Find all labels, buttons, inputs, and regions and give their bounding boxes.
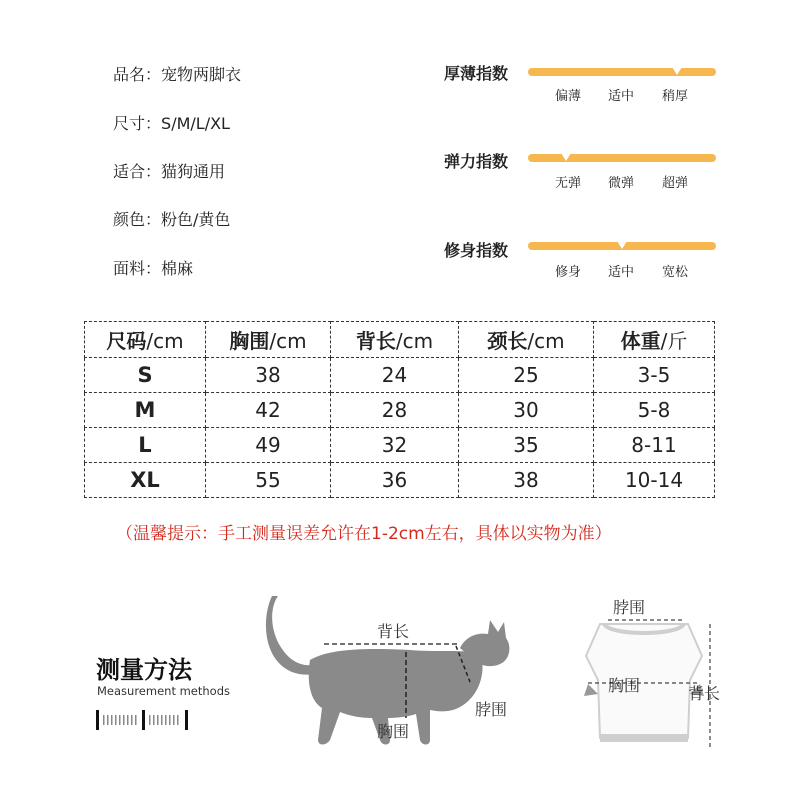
- method-subtitle: Measurement methods: [97, 684, 231, 698]
- scale-option: 稍厚: [661, 89, 689, 104]
- table-cell: M: [85, 393, 206, 428]
- scale-title: 弹力指数: [444, 152, 509, 171]
- scale-bar: [528, 148, 716, 168]
- table-header-row: [85, 322, 715, 358]
- header-chest: 胸围/cm: [206, 322, 331, 358]
- scale-option: 修身: [554, 265, 582, 280]
- cat-chest-label: 胸围: [377, 722, 410, 741]
- table-cell: 5-8: [594, 393, 715, 428]
- scale-title: 厚薄指数: [444, 64, 509, 83]
- table-row: [85, 358, 715, 393]
- info-fit: 适合：猫狗通用: [113, 162, 226, 181]
- table-cell: 38: [206, 358, 331, 393]
- header-neck: 颈长/cm: [459, 322, 594, 358]
- table-cell: XL: [85, 463, 206, 498]
- header-size: 尺码/cm: [85, 322, 206, 358]
- table-cell: 28: [331, 393, 459, 428]
- table-cell: S: [85, 358, 206, 393]
- scale-option: 适中: [607, 89, 635, 104]
- cat-neck-label: 脖围: [475, 700, 508, 719]
- method-title: 测量方法: [96, 656, 192, 684]
- table-cell: 38: [459, 463, 594, 498]
- scale-option: 超弹: [661, 176, 689, 191]
- scale-bar: [528, 62, 716, 82]
- info-name: 品名：宠物两脚衣: [113, 65, 242, 84]
- garment-chest-label: 胸围: [608, 676, 641, 695]
- table-cell: 35: [459, 428, 594, 463]
- size-table: [84, 321, 715, 498]
- table-cell: 49: [206, 428, 331, 463]
- scale-title: 修身指数: [444, 241, 509, 260]
- scale-option: 适中: [607, 265, 635, 280]
- info-size: 尺寸：S/M/L/XL: [113, 114, 230, 133]
- table-cell: 8-11: [594, 428, 715, 463]
- garment-icon: [586, 624, 702, 738]
- table-cell: 24: [331, 358, 459, 393]
- table-cell: 36: [331, 463, 459, 498]
- scale-bar: [528, 236, 716, 256]
- cat-back-label: 背长: [377, 622, 410, 641]
- table-row: [85, 463, 715, 498]
- info-fabric: 面料：棉麻: [113, 259, 194, 278]
- info-color: 颜色：粉色/黄色: [113, 210, 231, 229]
- table-cell: 25: [459, 358, 594, 393]
- table-cell: 55: [206, 463, 331, 498]
- header-weight: 体重/斤: [594, 322, 715, 358]
- table-cell: 3-5: [594, 358, 715, 393]
- garment-back-label: 背长: [688, 684, 721, 703]
- ruler-icon: [96, 706, 192, 734]
- scale-option: 微弹: [607, 176, 635, 191]
- garment-neck-label: 脖围: [613, 598, 646, 617]
- table-cell: 42: [206, 393, 331, 428]
- table-row: [85, 393, 715, 428]
- table-cell: 10-14: [594, 463, 715, 498]
- header-back: 背长/cm: [331, 322, 459, 358]
- scale-option: 偏薄: [554, 89, 582, 104]
- measurement-tip: （温馨提示：手工测量误差允许在1-2cm左右，具体以实物为准）: [116, 524, 612, 544]
- table-cell: L: [85, 428, 206, 463]
- scale-option: 宽松: [661, 265, 689, 280]
- table-cell: 30: [459, 393, 594, 428]
- scale-option: 无弹: [554, 176, 582, 191]
- table-cell: 32: [331, 428, 459, 463]
- table-row: [85, 428, 715, 463]
